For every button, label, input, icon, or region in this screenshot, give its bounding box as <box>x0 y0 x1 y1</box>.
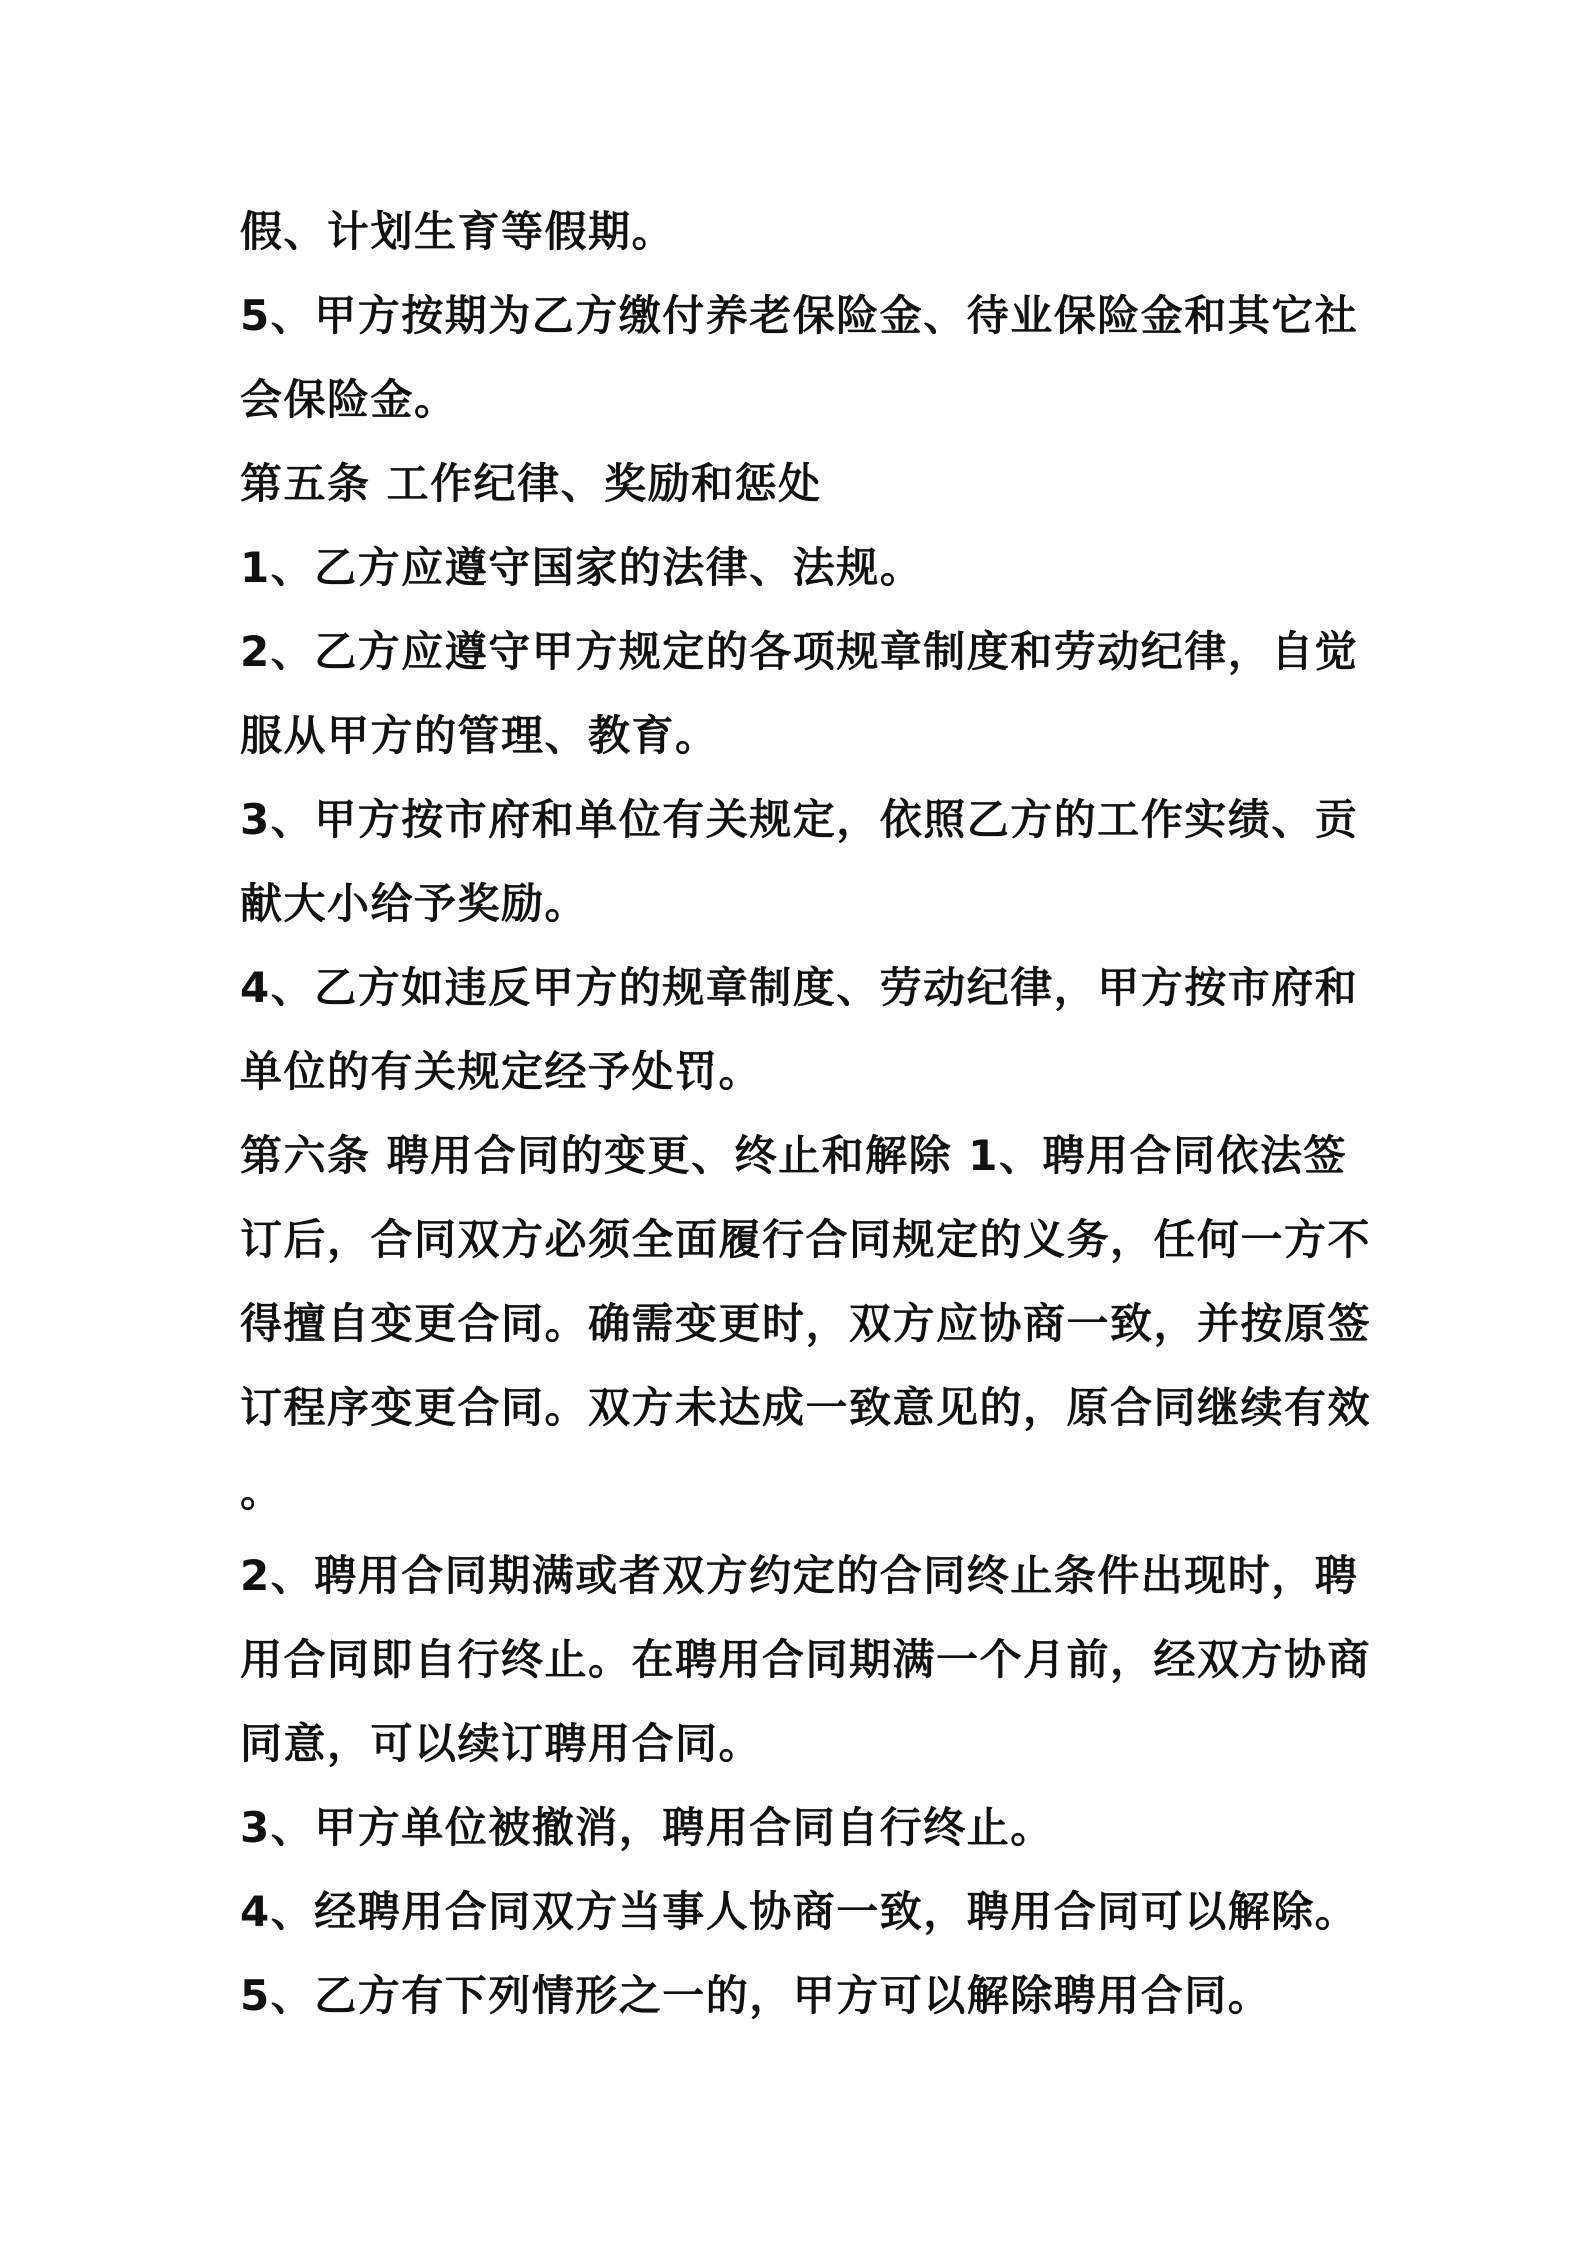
text-line: 5、甲方按期为乙方缴付养老保险金、待业保险金和其它社 <box>240 291 1359 340</box>
text-line: 3、甲方单位被撤消，聘用合同自行终止。 <box>240 1803 1054 1852</box>
text-line: 。 <box>240 1467 284 1516</box>
text-line: 4、乙方如违反甲方的规章制度、劳动纪律，甲方按市府和 <box>240 963 1359 1012</box>
text-line: 2、乙方应遵守甲方规定的各项规章制度和劳动纪律，自觉 <box>240 627 1359 676</box>
text-line: 用合同即自行终止。在聘用合同期满一个月前，经双方协商 <box>240 1635 1372 1684</box>
text-line: 订程序变更合同。双方未达成一致意见的，原合同继续有效 <box>240 1383 1372 1432</box>
text-line: 2、聘用合同期满或者双方约定的合同终止条件出现时，聘 <box>240 1551 1359 1600</box>
text-line: 会保险金。 <box>240 375 458 424</box>
text-line: 得擅自变更合同。确需变更时，双方应协商一致，并按原签 <box>240 1299 1372 1348</box>
text-line: 5、乙方有下列情形之一的，甲方可以解除聘用合同。 <box>240 1971 1272 2020</box>
section-heading-6: 第六条 聘用合同的变更、终止和解除 1、聘用合同依法签 <box>240 1131 1347 1180</box>
document-body <box>240 190 1372 2038</box>
text-line: 订后，合同双方必须全面履行合同规定的义务，任何一方不 <box>240 1215 1372 1264</box>
text-line: 1、乙方应遵守国家的法律、法规。 <box>240 543 924 592</box>
section-heading-5: 第五条 工作纪律、奖励和惩处 <box>240 459 822 508</box>
text-line: 单位的有关规定经予处罚。 <box>240 1047 763 1096</box>
text-line: 服从甲方的管理、教育。 <box>240 711 719 760</box>
text-line: 同意，可以续订聘用合同。 <box>240 1719 763 1768</box>
text-line: 假、计划生育等假期。 <box>240 207 676 256</box>
text-line: 献大小给予奖励。 <box>240 879 589 928</box>
text-line: 4、经聘用合同双方当事人协商一致，聘用合同可以解除。 <box>240 1887 1359 1936</box>
text-line: 3、甲方按市府和单位有关规定，依照乙方的工作实绩、贡 <box>240 795 1359 844</box>
